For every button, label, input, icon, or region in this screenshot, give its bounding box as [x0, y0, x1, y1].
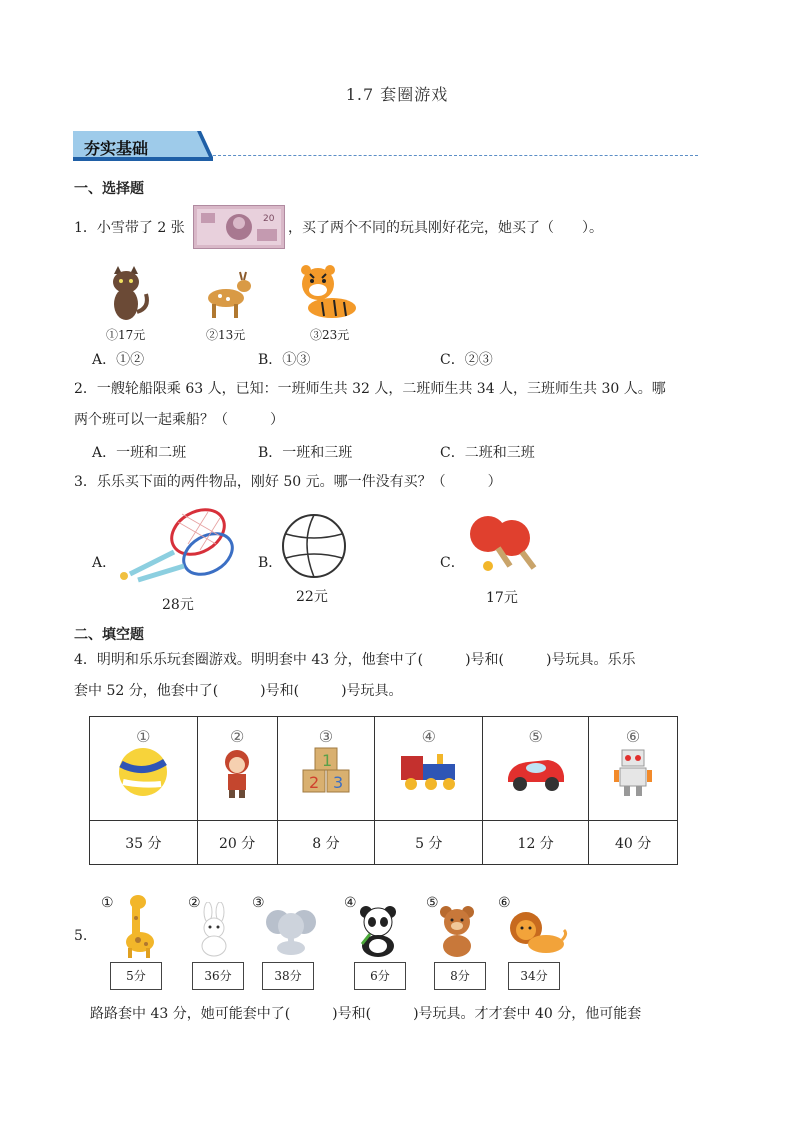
q3-price-b: 22元: [296, 589, 328, 605]
q1-option-c[interactable]: C．②③: [440, 352, 493, 368]
cat-icon: [100, 264, 156, 322]
q5-num-3: ③: [252, 895, 265, 911]
toy-cell-4: [375, 717, 483, 821]
banknote-icon: [193, 205, 285, 249]
toy-cell-2: [197, 717, 277, 821]
car-icon: [504, 746, 568, 794]
page-title: 1.7 套圈游戏: [345, 85, 449, 104]
q5-num-4: ④: [344, 895, 357, 911]
q5-num-6: ⑥: [498, 895, 511, 911]
toy-num-1: ①: [136, 727, 151, 746]
toy-cell-5: [483, 717, 589, 821]
q5-score-1: 5分: [110, 962, 162, 990]
lion-icon: [508, 910, 568, 956]
volleyball-icon: [115, 746, 171, 798]
q5-score-5: 8分: [434, 962, 486, 990]
toy-score-4: 5 分: [375, 821, 483, 865]
q3-letter-a[interactable]: A．: [92, 555, 117, 571]
deer-icon: [200, 268, 260, 322]
q5-score-6: 34分: [508, 962, 560, 990]
toy-score-3: 8 分: [277, 821, 375, 865]
q3-price-c: 17元: [486, 590, 518, 606]
q1-toy-label-2: ②13元: [206, 328, 246, 342]
q1-toy-label-3: ③23元: [310, 328, 350, 342]
rabbit-icon: [194, 902, 234, 958]
toy-cell-6: [589, 717, 678, 821]
q3-letter-b[interactable]: B．: [258, 555, 283, 571]
rackets-icon: [112, 504, 240, 590]
q5-score-4: 6分: [354, 962, 406, 990]
q1-option-a[interactable]: A．①②: [92, 352, 145, 368]
volleyball-icon: [280, 512, 348, 580]
q4-line2: 套中 52 分，他套中了( )号和( )号玩具。: [74, 683, 403, 699]
q1-option-b[interactable]: B．①③: [258, 352, 311, 368]
svg-text:20: 20: [263, 214, 275, 224]
q5-num-2: ②: [188, 895, 201, 911]
svg-text:2: 2: [308, 773, 320, 792]
toy-cell-1: [90, 717, 198, 821]
doll-icon: [220, 746, 254, 800]
giraffe-icon: [116, 890, 160, 958]
q2-line1: 2．一艘轮船限乘 63 人，已知：一班师生共 32 人，二班师生共 34 人，三班师生共 30 人。哪: [74, 381, 666, 397]
svg-text:1: 1: [321, 751, 333, 770]
toy-cell-3: [277, 717, 375, 821]
q1-toy-label-1: ①17元: [106, 328, 146, 342]
q2-line2: 两个班可以一起乘船？（ ）: [74, 412, 284, 428]
section-heading-fill: 二、填空题: [74, 627, 144, 643]
q1-text-after: ，买了两个不同的玩具刚好花完，她买了（ ）。: [288, 220, 603, 236]
robot-icon: [612, 746, 654, 798]
toy-num-4: ④: [421, 727, 436, 746]
toy-score-table: [89, 716, 678, 865]
q3-letter-c[interactable]: C．: [440, 555, 465, 571]
toy-score-2: 20 分: [197, 821, 277, 865]
q5-score-3: 38分: [262, 962, 314, 990]
ping-pong-icon: [464, 512, 544, 576]
train-icon: [397, 746, 461, 794]
tiger-icon: [294, 262, 360, 322]
panda-icon: [356, 904, 400, 958]
q4-line1: 4．明明和乐乐玩套圈游戏。明明套中 43 分，他套中了( )号和( )号玩具。乐乐: [74, 652, 636, 668]
toy-num-5: ⑤: [528, 727, 543, 746]
toy-score-1: 35 分: [90, 821, 198, 865]
svg-text:3: 3: [332, 773, 344, 792]
q5-label: 5.: [74, 928, 88, 944]
toy-score-5: 12 分: [483, 821, 589, 865]
q5-text: 路路套中 43 分，她可能套中了( )号和( )号玩具。才才套中 40 分，他可能套: [90, 1006, 642, 1022]
q2-option-b[interactable]: B．一班和三班: [258, 445, 353, 461]
toy-num-3: ③: [318, 727, 334, 746]
blocks-icon: [301, 746, 351, 796]
banner-label: 夯实基础: [84, 139, 149, 158]
section-heading-choice: 一、选择题: [74, 181, 144, 197]
q3-price-a: 28元: [162, 597, 194, 613]
bear-icon: [436, 904, 478, 958]
q2-option-a[interactable]: A．一班和二班: [92, 445, 187, 461]
q5-num-5: ⑤: [426, 895, 439, 911]
toy-num-2: ②: [229, 727, 245, 746]
q2-option-c[interactable]: C．二班和三班: [440, 445, 535, 461]
elephant-icon: [264, 906, 318, 956]
q3-text: 3．乐乐买下面的两件物品，刚好 50 元。哪一件没有买？（ ）: [74, 474, 502, 490]
toy-num-6: ⑥: [625, 727, 641, 746]
banner-divider: [213, 155, 698, 156]
toy-score-6: 40 分: [589, 821, 678, 865]
q1-text-before: 1．小雪带了 2 张: [74, 220, 185, 236]
q5-num-1: ①: [101, 895, 114, 911]
q5-score-2: 36分: [192, 962, 244, 990]
